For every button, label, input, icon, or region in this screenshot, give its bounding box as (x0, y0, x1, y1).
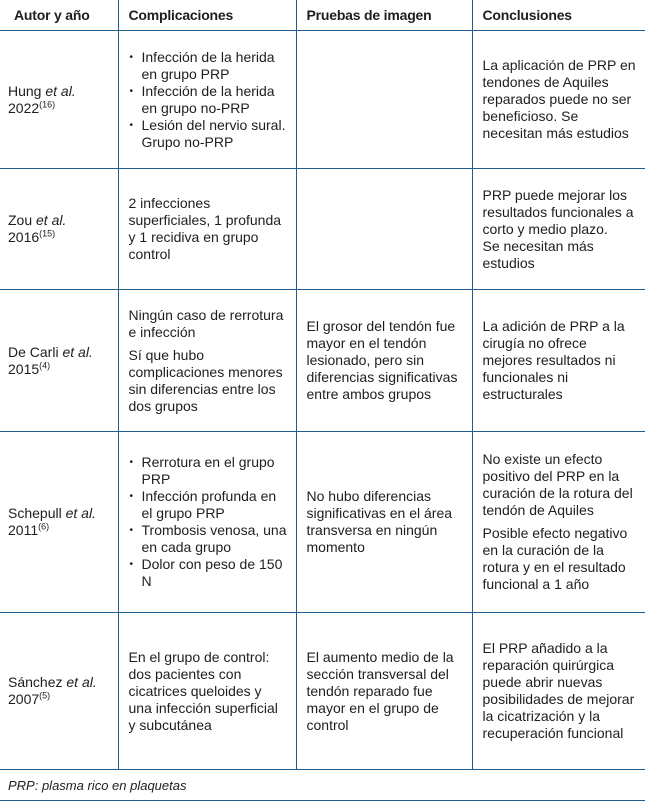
conclusions-cell (472, 31, 645, 169)
conclusion-text: PRP puede mejorar los resultados funcionales a corto y medio plazo. (482, 186, 634, 237)
table-row (0, 31, 645, 169)
conclusions-cell (472, 290, 645, 432)
author-name: De Carli (8, 343, 59, 360)
conclusion-text: La aplicación de PRP en tendones de Aquiles reparados puede no ser beneficioso. Se necesitan más estudios (482, 57, 636, 141)
complications-cell (118, 31, 296, 169)
reference: (6) (38, 521, 50, 532)
year: 2007 (8, 691, 40, 707)
table-row (0, 290, 645, 432)
reference: (5) (39, 690, 51, 701)
reference: (4) (39, 359, 51, 370)
author-name: Sánchez (8, 674, 63, 690)
complications-list (129, 49, 288, 151)
et-al: et al. (36, 212, 67, 228)
author-cell (0, 432, 118, 613)
header-conclusions: Conclusiones (472, 0, 645, 31)
imaging-cell (296, 31, 472, 169)
author-cell (0, 169, 118, 290)
et-al: et al. (65, 505, 96, 521)
imaging-cell: El grosor del tendón fue mayor en el tendón lesionado, pero sin diferencias significativas entre ambos grupos (296, 290, 472, 432)
conclusion-text: El PRP añadido a la reparación quirúrgica puede abrir nuevas posibilidades de mejorar la cicatrización y la recuperación funcional (482, 640, 635, 741)
list-item: • Infección profunda en el grupo PRP (129, 488, 288, 522)
complications-cell (118, 432, 296, 613)
header-imaging: Pruebas de imagen (296, 0, 472, 31)
conclusion-text: Posible efecto negativo en la curación de la rotura y en el resultado funcional a 1 año (482, 525, 628, 592)
list-item: • Dolor con peso de 150 N (129, 556, 288, 590)
imaging-cell (296, 169, 472, 290)
author-name: Zou (8, 212, 33, 228)
et-al: et al. (66, 674, 97, 690)
list-item: • Infección de la herida en grupo no-PRP (129, 83, 288, 117)
list-item: • Rerrotura en el grupo PRP (129, 454, 288, 488)
list-item: • Infección de la herida en grupo PRP (129, 49, 288, 83)
year: 2011 (8, 522, 39, 538)
author-name: Schepull (8, 505, 62, 521)
year: 2015 (8, 360, 40, 377)
author-name: Hung (8, 82, 42, 99)
conclusions-cell (472, 169, 645, 290)
conclusion-text: Se necesitan más estudios (482, 237, 594, 271)
table-row (0, 169, 645, 290)
list-item: • Lesión del nervio sural. Grupo no-PRP (129, 117, 288, 151)
footnote: PRP: plasma rico en plaquetas (0, 770, 645, 801)
footnote-row (0, 770, 645, 801)
conclusion-text: La adición de PRP a la cirugía no ofrece mejores resultados ni funcionales ni estructurales (482, 318, 625, 402)
complication-text: Sí que hubo complicaciones menores sin diferencias entre los dos grupos (128, 346, 283, 414)
imaging-cell: No hubo diferencias significativas en el área transversa en ningún momento (296, 432, 472, 613)
table-row (0, 432, 645, 613)
et-al: et al. (45, 82, 76, 99)
complication-text: 2 infecciones superficiales, 1 profunda y 1 recidiva en grupo control (128, 195, 282, 262)
year: 2016 (8, 229, 40, 245)
list-item: • Trombosis venosa, una en cada grupo (129, 522, 288, 556)
header-row (0, 0, 645, 31)
et-al: et al. (62, 343, 93, 360)
complications-cell (118, 290, 296, 432)
author-cell (0, 31, 118, 169)
complication-text: En el grupo de control: dos pacientes con cicatrices queloides y una infección superficial y subcutánea (128, 648, 278, 733)
imaging-cell: El aumento medio de la sección transversal del tendón reparado fue mayor en el grupo de control (296, 613, 472, 770)
header-author-year: Autor y año (0, 0, 118, 31)
conclusions-cell (472, 432, 645, 613)
header-complications: Complicaciones (118, 0, 296, 31)
author-cell (0, 290, 118, 432)
conclusion-text: No existe un efecto positivo del PRP en la curación de la rotura del tendón de Aquiles (482, 451, 633, 518)
reference: (15) (39, 228, 56, 239)
year: 2022 (8, 99, 40, 116)
author-cell (0, 613, 118, 770)
conclusions-cell (472, 613, 645, 770)
reference: (16) (39, 98, 56, 109)
complications-cell (118, 169, 296, 290)
complication-text: Ningún caso de rerrotura e infección (128, 306, 284, 340)
complications-cell (118, 613, 296, 770)
complications-list (129, 454, 288, 590)
table-row (0, 613, 645, 770)
